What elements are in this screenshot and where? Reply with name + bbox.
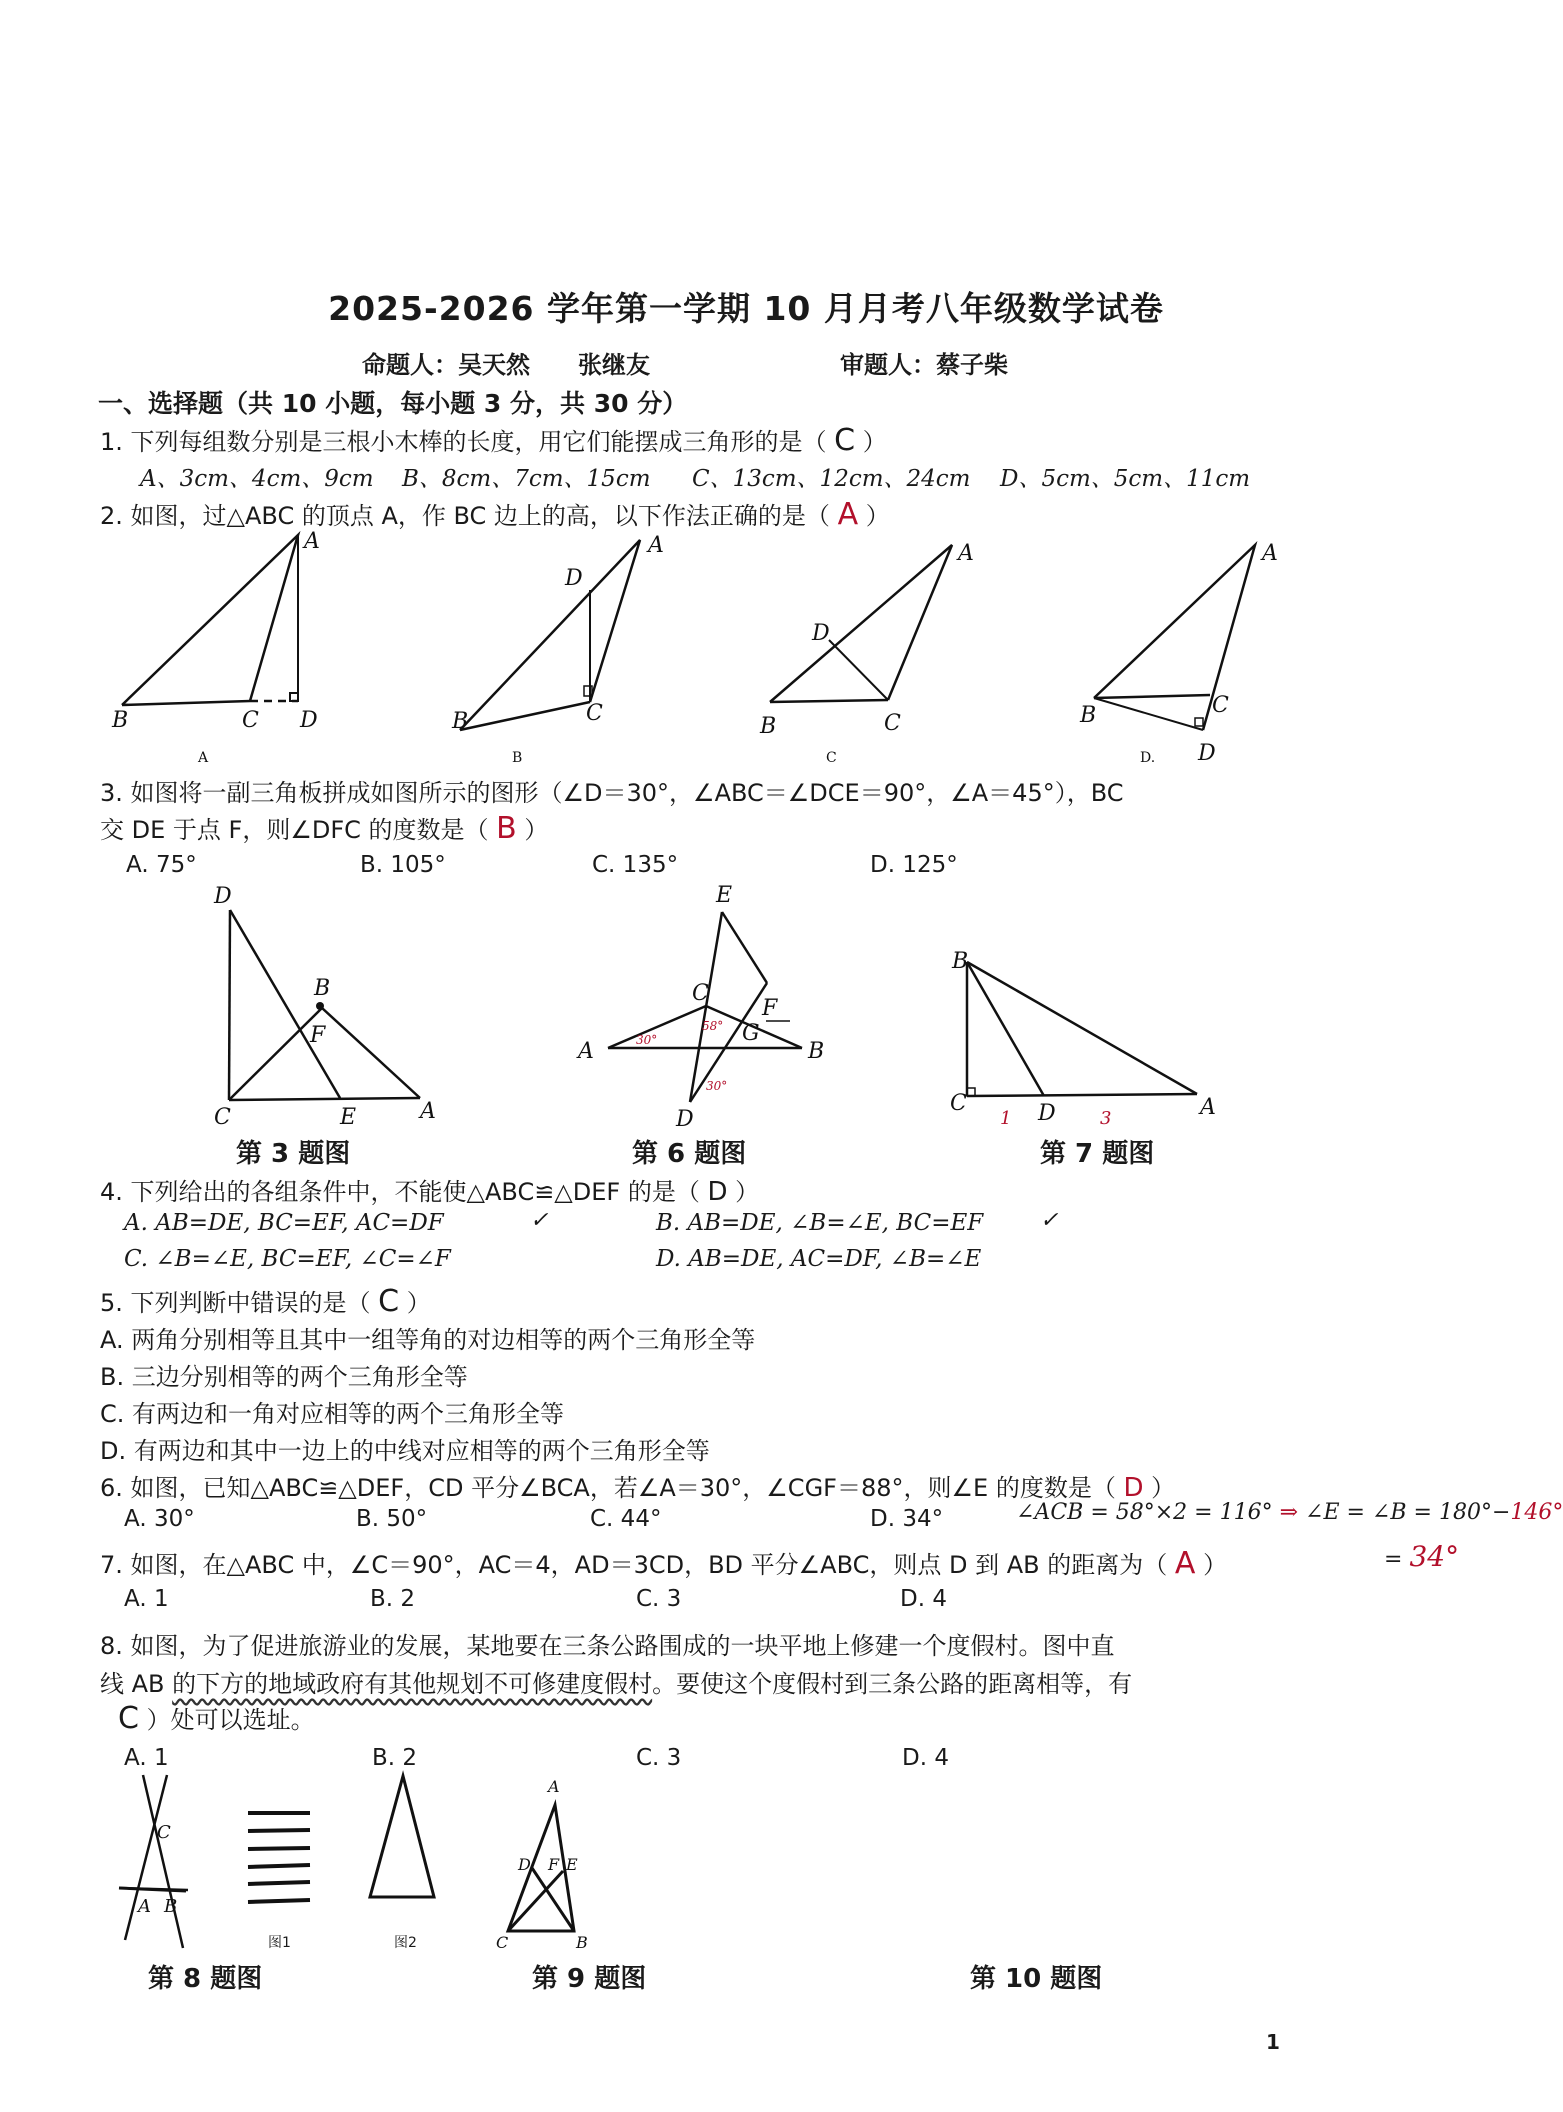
question-8-line1: 8. 如图，为了促进旅游业的发展，某地要在三条公路围成的一块平地上修建一个度假村。图中直 — [100, 1632, 1115, 1660]
label-C: C — [214, 1105, 231, 1130]
label-D: D — [1198, 741, 1216, 766]
paren-close: ） — [865, 502, 890, 530]
q8-option-b: B. 2 — [372, 1745, 418, 1771]
label-B: B — [1080, 703, 1097, 728]
stem-text: 6. 如图，已知△ABC≌△DEF，CD 平分∠BCA，若∠A＝30°，∠CGF＝88°，则∠E 的度数是（ — [100, 1474, 1116, 1502]
angle-note: 30° — [636, 1033, 658, 1047]
stem-text: 。要使这个度假村到三条公路的距离相等，有 — [652, 1670, 1133, 1698]
note-text: ∠E = ∠B = 180°− — [1305, 1500, 1511, 1525]
figure-label: B — [512, 750, 523, 766]
paren-close: ） — [1203, 1551, 1228, 1579]
fig9-sublabel-1: 图1 — [268, 1935, 291, 1951]
label-G: G — [742, 1021, 760, 1046]
label-A: A — [578, 1039, 594, 1064]
label-B: B — [164, 1896, 178, 1917]
label-B: B — [760, 714, 777, 739]
caption-figure-9: 第 9 题图 — [532, 1964, 647, 1994]
label-C: C — [692, 981, 709, 1006]
q6-option-a: A. 30° — [124, 1506, 195, 1532]
angle-note: 58° — [702, 1019, 724, 1033]
q4-option-b: B. AB=DE, ∠B=∠E, BC=EF — [656, 1210, 984, 1236]
label-A: A — [548, 1777, 560, 1796]
label-D: D — [518, 1855, 531, 1874]
figure-9-image-2 — [370, 1776, 434, 1897]
q8-option-a: A. 1 — [124, 1745, 169, 1771]
label-C: C — [1212, 693, 1229, 718]
q4-option-c: C. ∠B=∠E, BC=EF, ∠C=∠F — [124, 1246, 451, 1272]
label-A: A — [138, 1896, 151, 1917]
answer-handwritten: A — [1174, 1546, 1196, 1581]
q5-option-a: A. 两角分别相等且其中一组等角的对边相等的两个三角形全等 — [100, 1326, 756, 1354]
answer-handwritten: C — [118, 1701, 139, 1736]
checkmark: ✓ — [1040, 1208, 1059, 1233]
fig9-sublabel-2: 图2 — [394, 1935, 417, 1951]
caption-figure-7: 第 7 题图 — [1040, 1139, 1155, 1169]
q1-option-a: A、3cm、4cm、9cm — [140, 466, 374, 492]
q6-option-d: D. 34° — [870, 1506, 944, 1532]
label-A: A — [304, 529, 320, 554]
q3-option-c: C. 135° — [592, 852, 679, 878]
label-F: F — [310, 1023, 326, 1048]
q3-option-d: D. 125° — [870, 852, 958, 878]
caption-figure-6: 第 6 题图 — [632, 1139, 747, 1169]
authors: 命题人：吴天然 张继友 — [362, 351, 650, 379]
label-B: B — [952, 949, 969, 974]
label-D: D — [676, 1107, 694, 1132]
caption-figure-10: 第 10 题图 — [970, 1964, 1103, 1994]
stem-text: 4. 下列给出的各组条件中，不能使△ABC≌△DEF 的是（ — [100, 1178, 700, 1206]
section-heading: 一、选择题（共 10 小题，每小题 3 分，共 30 分） — [98, 389, 688, 418]
stem-text: 1. 下列每组数分别是三根小木棒的长度，用它们能摆成三角形的是（ — [100, 428, 827, 456]
q8-option-d: D. 4 — [902, 1745, 949, 1771]
arrow-icon: ⇒ — [1279, 1500, 1299, 1525]
q5-option-d: D. 有两边和其中一边上的中线对应相等的两个三角形全等 — [100, 1437, 710, 1465]
q7-option-b: B. 2 — [370, 1586, 416, 1612]
label-B: B — [314, 976, 331, 1001]
q7-option-c: C. 3 — [636, 1586, 682, 1612]
q8-option-c: C. 3 — [636, 1745, 682, 1771]
q3-option-b: B. 105° — [360, 852, 446, 878]
q5-option-c: C. 有两边和一角对应相等的两个三角形全等 — [100, 1400, 565, 1428]
figure-label: A — [198, 750, 209, 766]
answer-handwritten: A — [837, 497, 859, 532]
exam-title: 2025-2026 学年第一学期 10 月月考八年级数学试卷 — [328, 289, 1164, 328]
figure-label: C — [826, 750, 837, 766]
q3-option-a: A. 75° — [126, 852, 197, 878]
label-C: C — [950, 1091, 967, 1116]
length-note: 3 — [1100, 1108, 1112, 1129]
figure-10 — [496, 1777, 588, 1952]
label-A: A — [1200, 1095, 1216, 1120]
caption-figure-8: 第 8 题图 — [148, 1964, 263, 1994]
answer-handwritten: D — [707, 1177, 728, 1207]
label-D: D — [300, 708, 318, 733]
page-number: 1 — [1266, 2030, 1280, 2054]
q7-option-a: A. 1 — [124, 1586, 169, 1612]
label-F: F — [548, 1855, 560, 1874]
label-E: E — [716, 883, 733, 908]
figure-8 — [119, 1775, 188, 1948]
label-A: A — [648, 533, 664, 558]
checkmark: ✓ — [530, 1208, 549, 1233]
label-B: B — [112, 708, 129, 733]
answer-handwritten: C — [378, 1284, 400, 1319]
label-C: C — [586, 701, 603, 726]
answer-handwritten: C — [834, 423, 856, 458]
q4-option-d: D. AB=DE, AC=DF, ∠B=∠E — [656, 1246, 982, 1272]
paren-close: ） — [524, 816, 549, 844]
note-text: = — [1384, 1547, 1410, 1572]
label-F: F — [762, 996, 778, 1021]
wavy-underlined-text: 的下方的地域政府有其他规划不可修建度假村 — [172, 1670, 653, 1698]
label-A: A — [1262, 541, 1278, 566]
paren-close: ） — [862, 428, 887, 456]
label-D: D — [214, 884, 232, 909]
figure-9-image-1 — [248, 1813, 310, 1902]
answer-handwritten: D — [1123, 1473, 1144, 1503]
label-C: C — [496, 1933, 509, 1952]
label-C: C — [157, 1822, 171, 1843]
label-B: B — [576, 1933, 588, 1952]
stem-text: 2. 如图，过△ABC 的顶点 A，作 BC 边上的高，以下作法正确的是（ — [100, 502, 830, 530]
q1-option-b: B、8cm、7cm、15cm — [402, 466, 651, 492]
q4-option-a: A. AB=DE, BC=EF, AC=DF — [124, 1210, 444, 1236]
stem-text: ）处可以选址。 — [146, 1706, 315, 1734]
q6-option-c: C. 44° — [590, 1506, 662, 1532]
label-E: E — [340, 1105, 357, 1130]
q1-option-c: C、13cm、12cm、24cm — [692, 466, 971, 492]
label-B: B — [808, 1039, 825, 1064]
question-3-stem-line1: 3. 如图将一副三角板拼成如图所示的图形（∠D＝30°，∠ABC＝∠DCE＝90°，∠A＝45°），BC — [100, 779, 1124, 807]
label-C: C — [884, 711, 901, 736]
stem-text: 线 AB — [100, 1670, 173, 1698]
paren-close: ） — [735, 1178, 760, 1206]
label-B: B — [452, 709, 469, 734]
paren-close: ） — [406, 1289, 431, 1317]
stem-text: 5. 下列判断中错误的是（ — [100, 1289, 371, 1317]
label-A: A — [420, 1099, 436, 1124]
caption-figure-3: 第 3 题图 — [236, 1139, 351, 1169]
label-D: D — [1038, 1101, 1056, 1126]
label-D: D — [565, 566, 583, 591]
note-text-red: 146° — [1510, 1500, 1563, 1525]
label-A: A — [958, 541, 974, 566]
length-note: 1 — [1000, 1108, 1012, 1129]
reviewer: 审题人：蔡子柴 — [840, 351, 1008, 379]
answer-handwritten: B — [496, 811, 517, 846]
paren-close: ） — [1151, 1474, 1176, 1502]
note-text-red: 34° — [1409, 1540, 1460, 1573]
angle-note: 30° — [706, 1079, 728, 1093]
label-C: C — [242, 708, 259, 733]
q5-option-b: B. 三边分别相等的两个三角形全等 — [100, 1363, 468, 1391]
q7-option-d: D. 4 — [900, 1586, 947, 1612]
q6-option-b: B. 50° — [356, 1506, 428, 1532]
q1-option-d: D、5cm、5cm、11cm — [1000, 466, 1251, 492]
stem-text: 7. 如图，在△ABC 中，∠C＝90°，AC＝4，AD＝3CD，BD 平分∠ABC，则点 D 到 AB 的距离为（ — [100, 1551, 1168, 1579]
label-D: D — [812, 621, 830, 646]
note-text: ∠ACB = 58°×2 = 116° — [1016, 1500, 1273, 1525]
stem-text: 交 DE 于点 F，则∠DFC 的度数是（ — [100, 816, 489, 844]
figure-label: D. — [1140, 750, 1156, 766]
label-E: E — [566, 1855, 578, 1874]
